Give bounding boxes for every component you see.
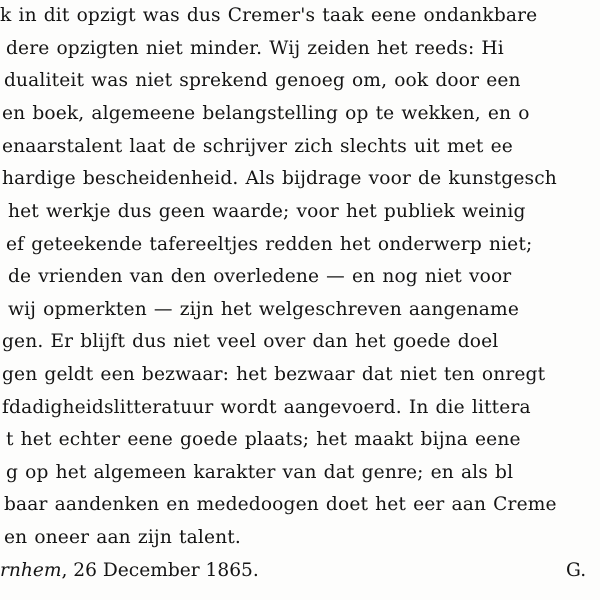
text-line: baar aandenken en mededoogen doet het eer aan Creme: [4, 494, 557, 515]
text-line: gen geldt een bezwaar: het bezwaar dat niet ten onregt: [2, 364, 546, 385]
text-line: gen. Er blijft dus niet veel over dan het goede doel: [2, 331, 499, 352]
text-line: dere opzigten niet minder. Wij zeiden het reeds: Hi: [6, 38, 504, 59]
text-line: dualiteit was niet sprekend genoeg om, ook door een: [4, 70, 521, 91]
text-line: en boek, algemeene belangstelling op te wekken, en o: [2, 103, 530, 124]
text-line: g op het algemeen karakter van dat genre; en als bl: [6, 462, 514, 483]
text-line: t het echter eene goede plaats; het maakt bijna eene: [6, 429, 521, 450]
signature-place-date: [0, 560, 259, 582]
text-line: ef geteekende tafereeltjes redden het onderwerp niet;: [6, 234, 533, 255]
text-line: de vrienden van den overledene — en nog niet voor: [8, 266, 512, 287]
text-line: het werkje dus geen waarde; voor het publiek weinig: [8, 201, 526, 222]
text-line: wij opmerkten — zijn het welgeschreven aangename: [8, 299, 519, 320]
text-line: k in dit opzigt was dus Cremer's taak eene ondankbare: [0, 5, 538, 26]
text-line: enaarstalent laat de schrijver zich slechts uit met ee: [2, 136, 513, 157]
text-line: en oneer aan zijn talent.: [4, 527, 241, 548]
text-line: hardige bescheidenheid. Als bijdrage voor de kunstgesch: [2, 168, 557, 189]
text-line: fdadigheidslitteratuur wordt aangevoerd. In die littera: [2, 397, 531, 418]
signature-place: rnhem: [0, 560, 62, 581]
signature-date: , 26 December 1865.: [61, 560, 259, 581]
signature-initial: G.: [566, 560, 587, 581]
